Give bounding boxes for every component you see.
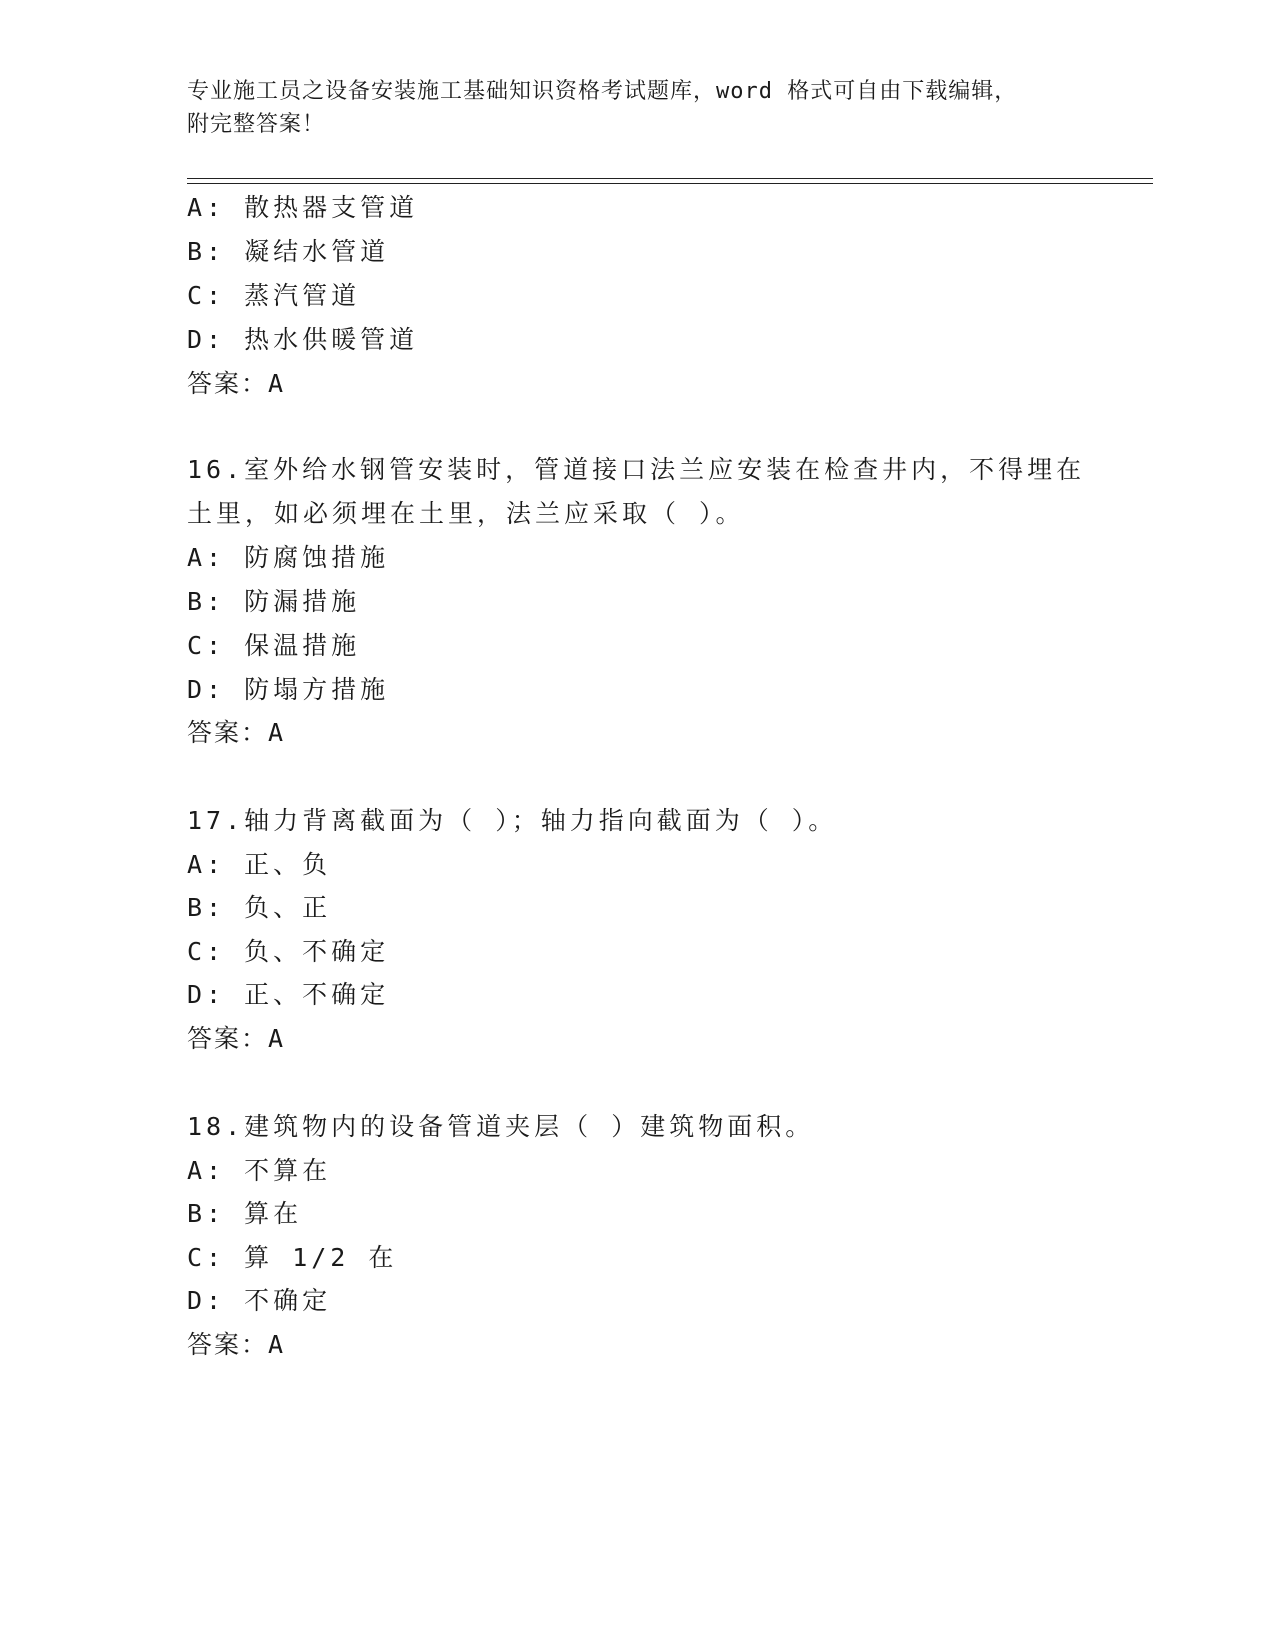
q17-answer: 答案：A (187, 1024, 286, 1053)
q15-answer: 答案：A (187, 369, 286, 398)
q16-option-c: C: 保温措施 (187, 631, 361, 660)
q16-option-a: A: 防腐蚀措施 (187, 543, 390, 572)
q15-option-a: A: 散热器支管道 (187, 193, 419, 222)
q17-stem: 17.轴力背离截面为（ ）；轴力指向截面为（ ）。 (187, 806, 838, 835)
q15-option-c: C: 蒸汽管道 (187, 281, 361, 310)
q17-option-c: C: 负、不确定 (187, 937, 390, 966)
q15-option-d: D: 热水供暖管道 (187, 325, 419, 354)
q18-option-b: B: 算在 (187, 1199, 303, 1228)
q17-option-a: A: 正、负 (187, 850, 332, 879)
q16-stem-line-1: 16.室外给水钢管安装时，管道接口法兰应安装在检查井内，不得埋在 (187, 455, 1086, 484)
q17-option-b: B: 负、正 (187, 893, 332, 922)
q16-answer: 答案：A (187, 718, 286, 747)
header-divider-top (187, 178, 1153, 179)
document-header (187, 75, 1087, 141)
q16-option-b: B: 防漏措施 (187, 587, 361, 616)
q18-option-a: A: 不算在 (187, 1156, 332, 1185)
q15-option-b: B: 凝结水管道 (187, 237, 390, 266)
q16-option-d: D: 防塌方措施 (187, 675, 390, 704)
q17-option-d: D: 正、不确定 (187, 980, 390, 1009)
q18-answer: 答案：A (187, 1330, 286, 1359)
q18-stem: 18.建筑物内的设备管道夹层（ ）建筑物面积。 (187, 1112, 815, 1141)
header-line-2: 附完整答案！ (187, 112, 326, 137)
header-divider-bottom (187, 183, 1153, 184)
q18-option-c: C: 算 1/2 在 (187, 1243, 398, 1272)
q18-option-d: D: 不确定 (187, 1286, 332, 1315)
header-line-1: 专业施工员之设备安装施工基础知识资格考试题库，word 格式可自由下载编辑， (187, 79, 1018, 104)
q16-stem-line-2: 土里，如必须埋在土里，法兰应采取（ ）。 (187, 499, 745, 528)
